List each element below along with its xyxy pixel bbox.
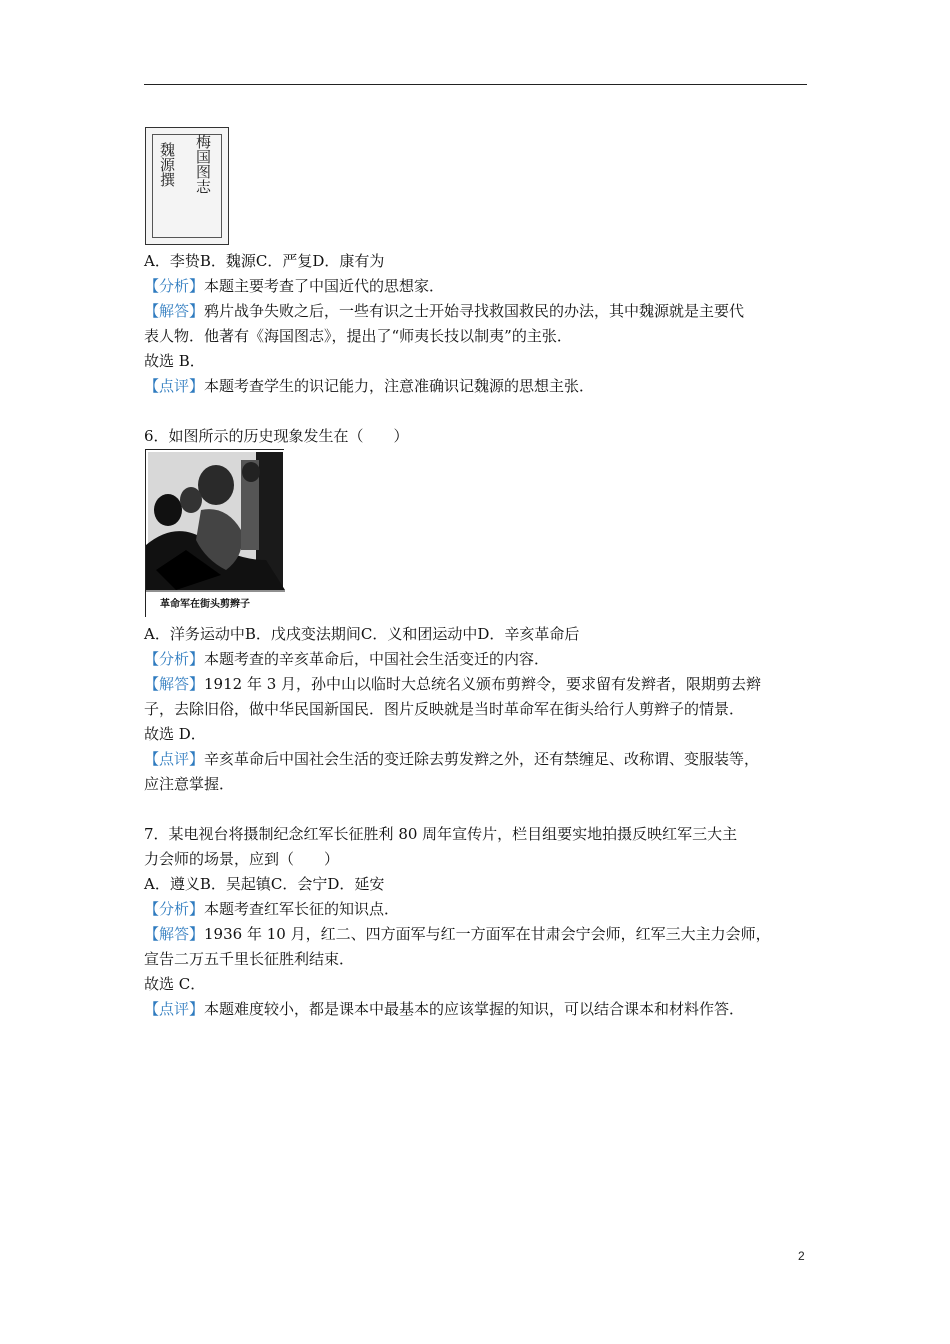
q7-answer: 【解答】1936 年 10 月，红二、四方面军与红一方面军在甘肃会宁会师，红军三大主力会师， — [144, 925, 771, 943]
q7-choice: 故选 C． — [144, 975, 206, 993]
comment-tag: 【点评】 — [144, 377, 205, 395]
book-cover-image — [145, 127, 229, 245]
answer-tag: 【解答】 — [144, 675, 205, 693]
q6-answer-cont: 子，去除旧俗，做中华民国新国民．图片反映就是当时革命军在街头给行人剪辫子的情景． — [144, 700, 745, 718]
answer-tag: 【解答】 — [144, 302, 205, 320]
historical-photo — [145, 449, 284, 617]
q7-options: A．遵义B．吴起镇C．会宁D．延安 — [144, 875, 385, 893]
q5-choice: 故选 B． — [144, 352, 205, 370]
q7-analysis: 【分析】本题考查红军长征的知识点． — [144, 900, 400, 918]
q6-options: A．洋务运动中B．戊戌变法期间C．义和团运动中D．辛亥革命后 — [144, 625, 580, 643]
q6-choice: 故选 D． — [144, 725, 206, 743]
comment-tag: 【点评】 — [144, 1000, 205, 1018]
analysis-tag: 【分析】 — [144, 650, 205, 668]
q6-analysis: 【分析】本题考查的辛亥革命后，中国社会生活变迁的内容． — [144, 650, 550, 668]
question-6-answer-block — [144, 622, 814, 1022]
analysis-tag: 【分析】 — [144, 277, 205, 295]
q7-stem-cont: 力会师的场景，应到（ ） — [144, 850, 340, 868]
q5-analysis: 【分析】本题主要考查了中国近代的思想家． — [144, 277, 445, 295]
question-5-answer-block — [144, 249, 814, 449]
q5-comment: 【点评】本题考查学生的识记能力，注意准确识记魏源的思想主张． — [144, 377, 595, 395]
q5-options: A．李贽B．魏源C．严复D．康有为 — [144, 252, 385, 270]
q6-stem: 6．如图所示的历史现象发生在（ ） — [144, 427, 409, 445]
answer-tag: 【解答】 — [144, 925, 205, 943]
cover-title-text: 梅国图志 — [194, 134, 212, 194]
page-number: 2 — [798, 1249, 805, 1263]
q7-comment: 【点评】本题难度较小，都是课本中最基本的应该掌握的知识，可以结合课本和材料作答． — [144, 1000, 745, 1018]
q7-stem: 7．某电视台将摄制纪念红军长征胜利 80 周年宣传片，栏目组要实地拍摄反映红军三大主 — [144, 825, 738, 843]
photo-illustration — [146, 450, 285, 618]
analysis-tag: 【分析】 — [144, 900, 205, 918]
q6-comment: 【点评】辛亥革命后中国社会生活的变迁除去剪发辫之外，还有禁缠足、改称谓、变服装等， — [144, 750, 760, 768]
photo-caption: 革命军在街头剪辫子 — [160, 599, 250, 610]
q7-answer-cont: 宣告二万五千里长征胜利结束． — [144, 950, 355, 968]
q6-answer: 【解答】1912 年 3 月，孙中山以临时大总统名义颁布剪辫令，要求留有发辫者，限期剪去辫 — [144, 675, 762, 693]
q6-comment-cont: 应注意掌握． — [144, 775, 235, 793]
comment-tag: 【点评】 — [144, 750, 205, 768]
q5-answer: 【解答】鸦片战争失败之后，一些有识之士开始寻找救国救民的办法，其中魏源就是主要代 — [144, 302, 745, 320]
q5-answer-cont: 表人物．他著有《海国图志》，提出了“师夷长技以制夷”的主张． — [144, 327, 572, 345]
header-rule — [144, 84, 807, 85]
cover-author-text: 魏源撰 — [158, 142, 176, 187]
